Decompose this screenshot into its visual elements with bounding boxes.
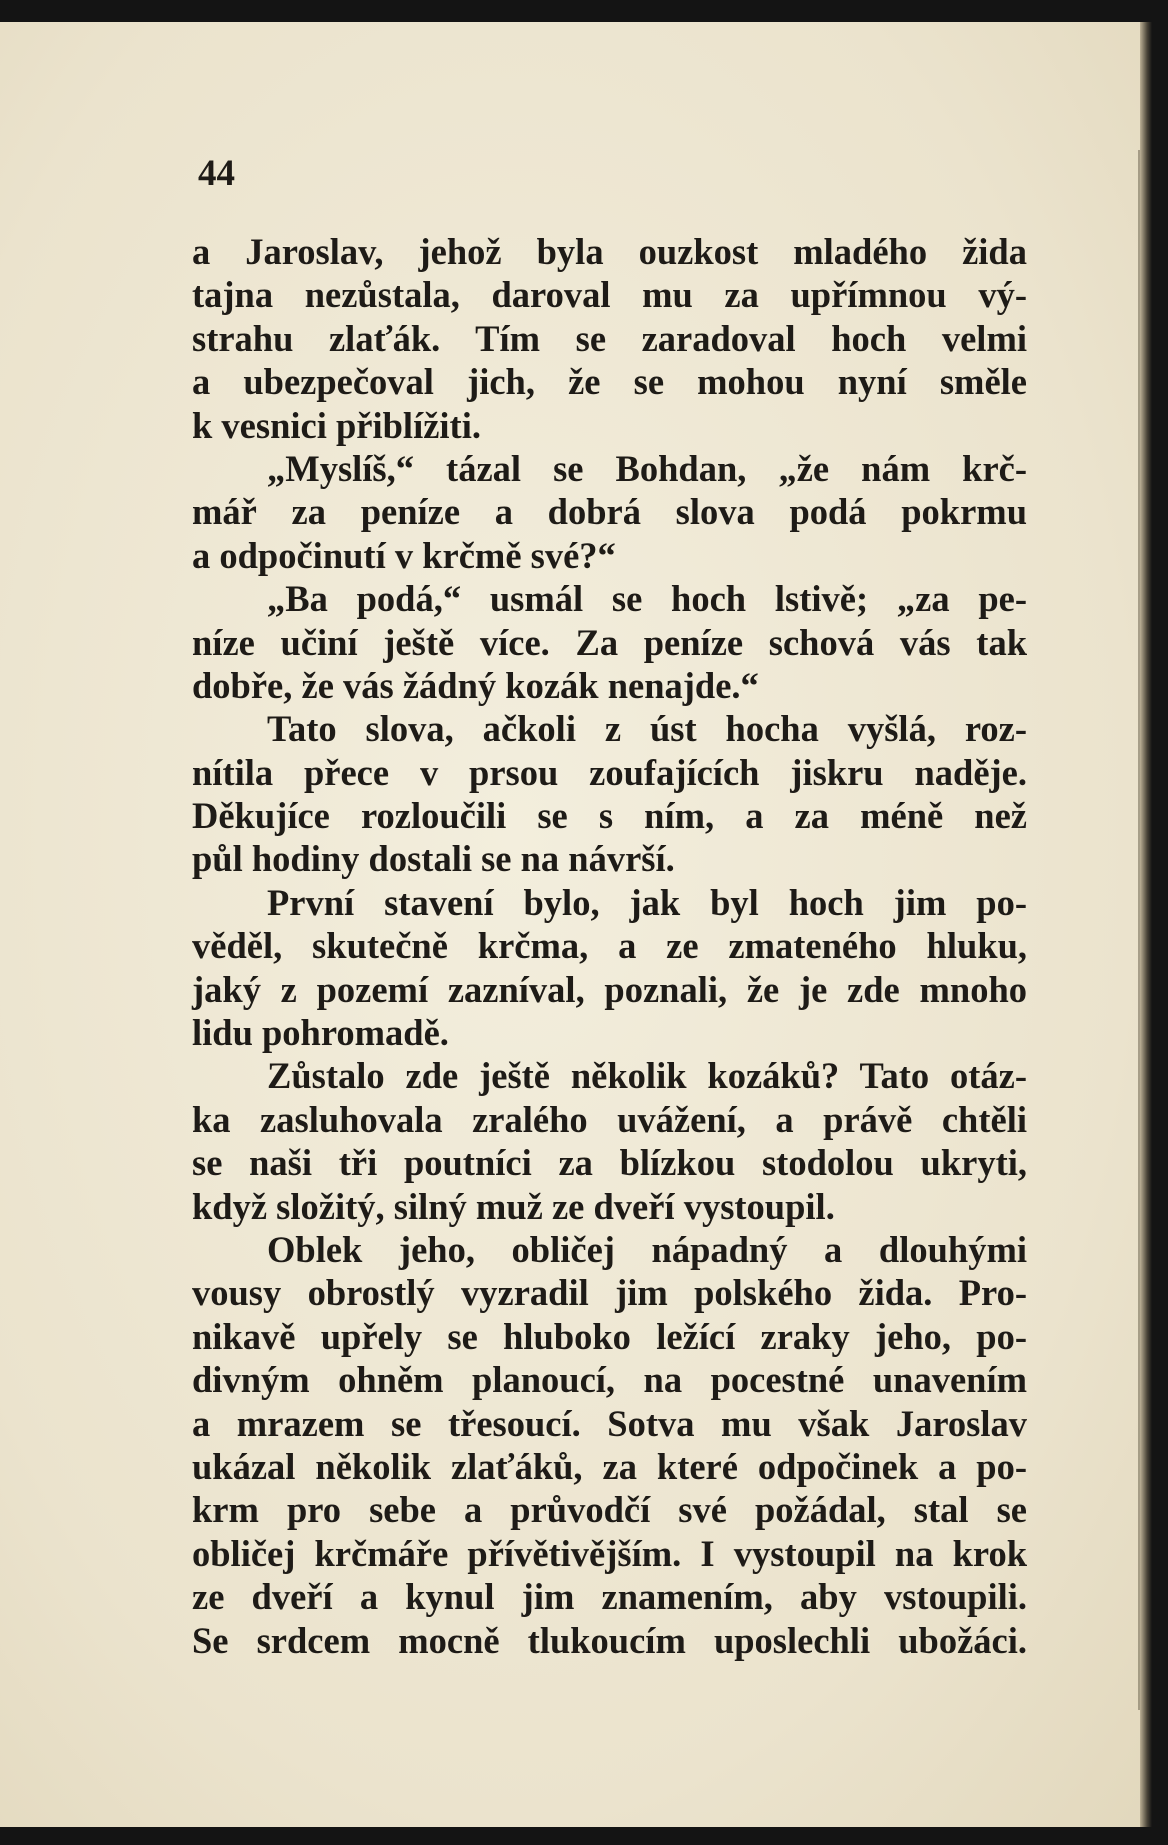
- text-line: krm pro sebe a průvodčí své požádal, stal se: [192, 1489, 1027, 1531]
- page-number: 44: [198, 153, 235, 194]
- text-line: Tato slova, ačkoli z úst hocha vyšlá, roz-: [267, 708, 1027, 750]
- text-line: když složitý, silný muž ze dveří vystoupil.: [192, 1185, 835, 1227]
- text-line: ka zasluhovala zralého uvážení, a právě chtěli: [192, 1098, 1027, 1140]
- text-line: „Myslíš,“ tázal se Bohdan, „že nám krč-: [267, 447, 1027, 489]
- text-line: mář za peníze a dobrá slova podá pokrmu: [192, 491, 1027, 533]
- text-line: První stavení bylo, jak byl hoch jim po-: [267, 881, 1027, 923]
- text-line: půl hodiny dostali se na návrší.: [192, 838, 675, 880]
- text-line: se naši tři poutníci za blízkou stodolou ukryti,: [192, 1142, 1027, 1184]
- text-line: nítila přece v prsou zoufajících jiskru naděje.: [192, 751, 1027, 793]
- text-line: níze učiní ještě více. Za peníze schová vás tak: [192, 621, 1027, 663]
- text-line: strahu zlaťák. Tím se zaradoval hoch velmi: [192, 317, 1027, 359]
- text-line: jaký z pozemí zazníval, poznali, že je zde mnoho: [192, 968, 1027, 1010]
- text-line: Zůstalo zde ještě několik kozáků? Tato otáz-: [267, 1055, 1027, 1097]
- text-line: věděl, skutečně krčma, a ze zmateného hluku,: [192, 925, 1027, 967]
- text-line: dobře, že vás žádný kozák nenajde.“: [192, 664, 759, 706]
- text-line: vousy obrostlý vyzradil jim polského žida. Pro-: [192, 1272, 1027, 1314]
- text-line: ukázal několik zlaťáků, za které odpočinek a po-: [192, 1445, 1027, 1487]
- body-text: [192, 230, 1027, 1662]
- text-line: „Ba podá,“ usmál se hoch lstivě; „za pe-: [267, 578, 1027, 620]
- text-line: tajna nezůstala, daroval mu za upřímnou vý-: [192, 274, 1027, 316]
- text-line: a odpočinutí v krčmě své?“: [192, 534, 616, 576]
- text-line: lidu pohromadě.: [192, 1012, 449, 1054]
- text-line: divným ohněm planoucí, na pocestné unavením: [192, 1359, 1027, 1401]
- text-line: Děkujíce rozloučili se s ním, a za méně než: [192, 795, 1027, 837]
- text-line: ze dveří a kynul jim znamením, aby vstoupili.: [192, 1576, 1027, 1618]
- text-line: Se srdcem mocně tlukoucím uposlechli ubožáci.: [192, 1619, 1027, 1661]
- text-line: a mrazem se třesoucí. Sotva mu však Jaroslav: [192, 1402, 1027, 1444]
- text-line: a Jaroslav, jehož byla ouzkost mladého žida: [192, 231, 1027, 272]
- text-line: a ubezpečoval jich, že se mohou nyní směle: [192, 361, 1027, 403]
- text-line: k vesnici přiblížiti.: [192, 404, 481, 446]
- text-line: Oblek jeho, obličej nápadný a dlouhými: [267, 1228, 1027, 1270]
- page-edge: [1140, 22, 1152, 1827]
- text-line: obličej krčmáře přívětivějším. I vystoupil na krok: [192, 1532, 1027, 1574]
- text-line: nikavě upřely se hluboko ležící zraky jeho, po-: [192, 1315, 1027, 1357]
